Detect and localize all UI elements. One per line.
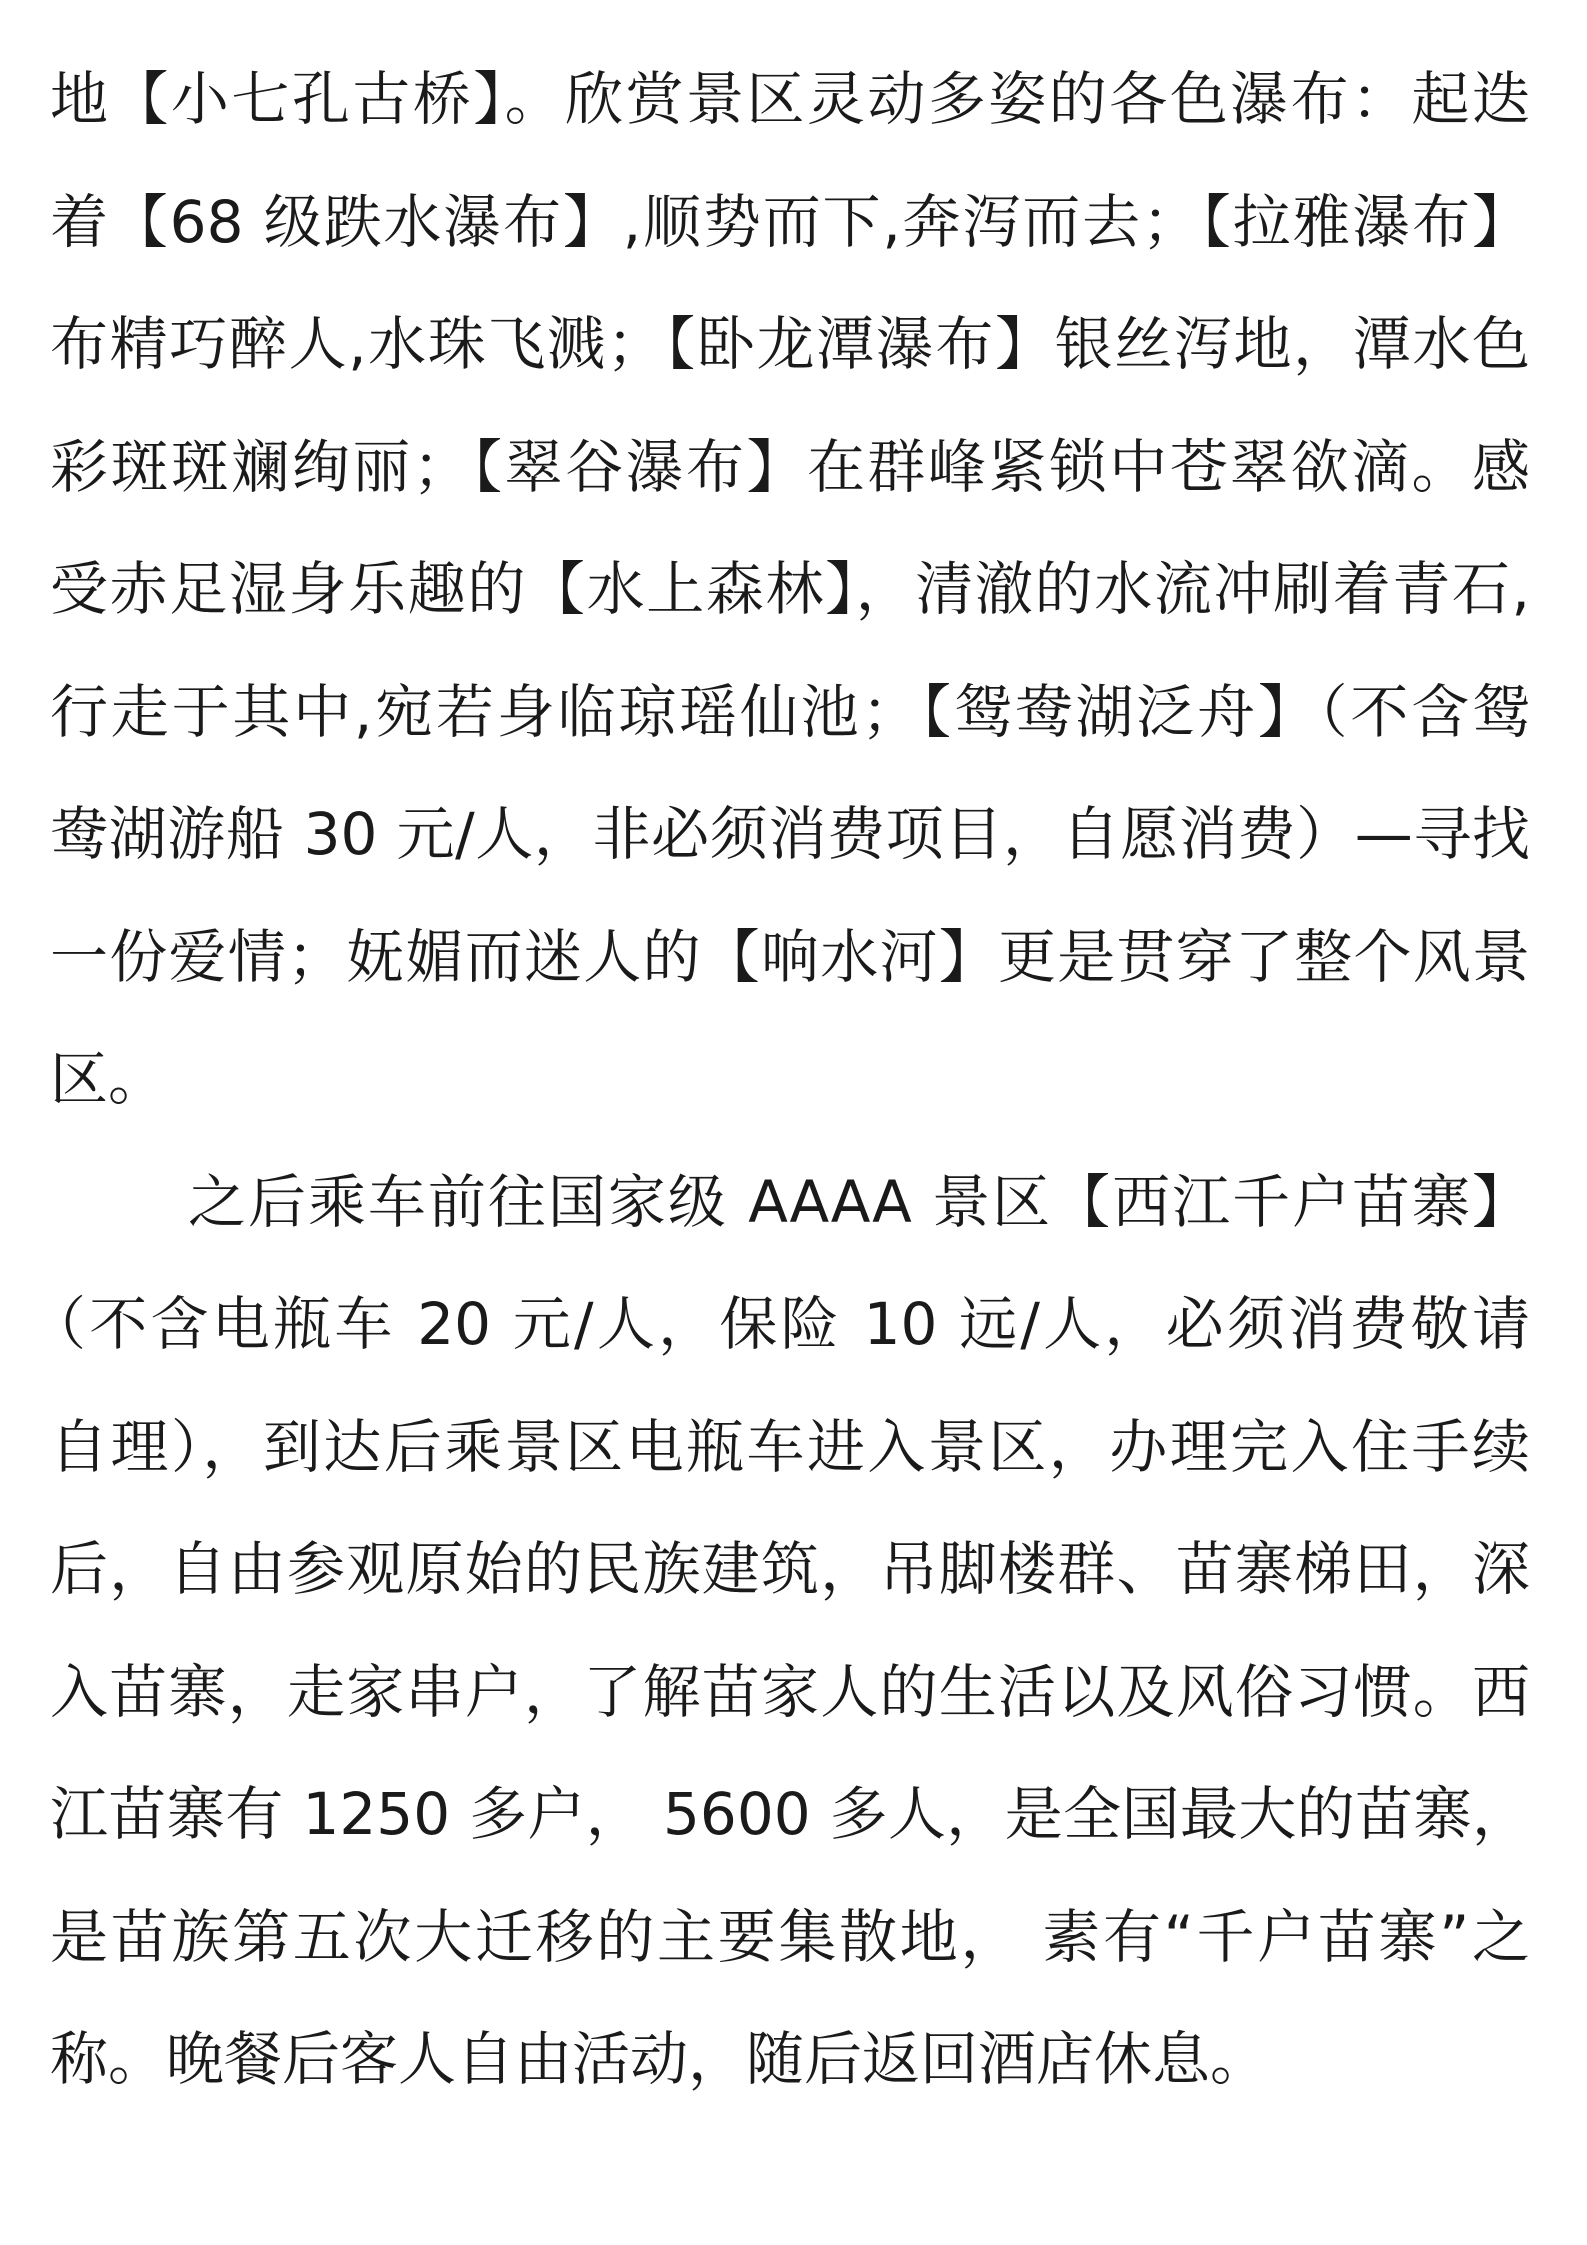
text-line: 称。晚餐后客人自由活动，随后返回酒店休息。: [50, 2025, 1269, 2093]
paragraph-2: [28, 1141, 1530, 2121]
text-line: 彩斑斑斓绚丽；【翠谷瀑布】在群峰紧锁中苍翠欲滴。感: [50, 432, 1530, 501]
text-line: 区。: [50, 1045, 167, 1113]
text-line: 布精巧醉人,水珠飞溅；【卧龙潭瀑布】银丝泻地，潭水色: [50, 310, 1530, 378]
text-line: 后，自由参观原始的民族建筑，吊脚楼群、苗寨梯田，深: [50, 1535, 1530, 1603]
document-page: [28, 38, 1530, 2121]
text-line: 江苗寨有 1250 多户， 5600 多人，是全国最大的苗寨，: [50, 1780, 1530, 1848]
text-line: 地【小七孔古桥】。欣赏景区灵动多姿的各色瀑布：起迭: [50, 65, 1530, 133]
text-line: 之后乘车前往国家级 AAAA 景区【西江千户苗寨】: [188, 1167, 1530, 1236]
text-line: 一份爱情；妩媚而迷人的【响水河】更是贯穿了整个风景: [50, 922, 1530, 991]
paragraph-1: [50, 38, 1530, 1141]
text-line: （不含电瓶车 20 元/人，保险 10 远/人，必须消费敬请: [28, 1290, 1530, 1358]
text-line: 行走于其中,宛若身临琼瑶仙池；【鸳鸯湖泛舟】（不含鸳: [50, 677, 1530, 746]
text-line: 入苗寨，走家串户，了解苗家人的生活以及风俗习惯。西: [50, 1657, 1530, 1726]
text-line: 着【68 级跌水瀑布】,顺势而下,奔泻而去；【拉雅瀑布】: [50, 187, 1530, 256]
text-line: 是苗族第五次大迁移的主要集散地， 素有“千户苗寨”之: [50, 1902, 1530, 1971]
text-line: 鸯湖游船 30 元/人，非必须消费项目，自愿消费）—寻找: [50, 800, 1530, 868]
text-line: 受赤足湿身乐趣的【水上森林】，清澈的水流冲刷着青石,: [50, 555, 1530, 623]
text-line: 自理），到达后乘景区电瓶车进入景区，办理完入住手续: [50, 1412, 1530, 1481]
